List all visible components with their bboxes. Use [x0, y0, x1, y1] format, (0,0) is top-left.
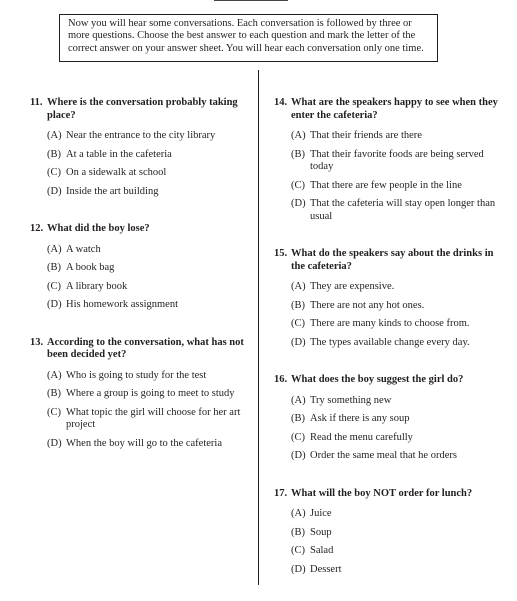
- answer-option[interactable]: [47, 407, 256, 432]
- option-letter: (D): [47, 185, 62, 197]
- option-text: Near the entrance to the city library: [66, 130, 216, 141]
- answer-option[interactable]: [291, 413, 500, 426]
- option-letter: (D): [291, 336, 306, 348]
- answer-options: [30, 244, 256, 312]
- answer-option[interactable]: [47, 186, 256, 199]
- option-text: Read the menu carefully: [310, 431, 413, 443]
- answer-option[interactable]: [291, 318, 500, 331]
- option-text: On a sidewalk at school: [66, 167, 167, 178]
- question-number: 12.: [30, 223, 44, 234]
- question-stem: [274, 97, 500, 122]
- answer-option[interactable]: [47, 149, 256, 162]
- answer-option[interactable]: [291, 281, 500, 294]
- option-text: They are expensive.: [310, 281, 395, 292]
- answer-options: [30, 370, 256, 451]
- option-text: There are many kinds to choose from.: [310, 318, 470, 329]
- option-text: When the boy will go to the cafeteria: [66, 437, 222, 449]
- option-letter: (A): [47, 243, 62, 255]
- option-text: A book bag: [66, 262, 115, 273]
- question-text: Where is the conversation probably taking place?: [47, 97, 238, 121]
- option-text: Inside the art building: [66, 185, 159, 197]
- answer-option[interactable]: [291, 337, 500, 350]
- answer-option[interactable]: [47, 130, 256, 143]
- question-number: 11.: [30, 97, 43, 108]
- option-text: There are not any hot ones.: [310, 299, 425, 311]
- question-stem: [274, 488, 500, 501]
- option-letter: (D): [47, 437, 62, 449]
- question-number: 13.: [30, 336, 44, 348]
- option-text: What topic the girl will choose for her art project: [66, 406, 241, 430]
- answer-option[interactable]: [291, 527, 500, 540]
- question-number: 14.: [274, 97, 288, 108]
- option-letter: (B): [47, 262, 61, 273]
- option-letter: (B): [291, 148, 305, 160]
- option-text: Salad: [310, 545, 334, 556]
- answer-option[interactable]: [291, 395, 500, 408]
- question-14: [274, 97, 500, 223]
- question-15: [274, 248, 500, 349]
- question-11: [30, 97, 256, 198]
- option-letter: (A): [47, 369, 62, 381]
- right-column: [274, 97, 500, 601]
- question-number: 16.: [274, 374, 288, 385]
- option-text: His homework assignment: [66, 299, 178, 310]
- answer-option[interactable]: [291, 198, 500, 223]
- question-stem: [274, 374, 500, 387]
- answer-options: [274, 395, 500, 463]
- option-text: That their friends are there: [310, 130, 422, 141]
- option-text: Who is going to study for the test: [66, 369, 207, 381]
- option-text: A watch: [66, 243, 101, 255]
- question-stem: [30, 337, 256, 362]
- option-text: That their favorite foods are being served today: [310, 148, 484, 172]
- question-stem: [30, 97, 256, 122]
- answer-option[interactable]: [47, 388, 256, 401]
- answer-option[interactable]: [291, 508, 500, 521]
- answer-options: [274, 508, 500, 576]
- answer-options: [274, 281, 500, 349]
- question-number: 17.: [274, 487, 288, 499]
- question-13: [30, 337, 256, 451]
- answer-option[interactable]: [47, 299, 256, 312]
- option-letter: (A): [291, 281, 306, 292]
- option-letter: (B): [291, 526, 305, 538]
- option-letter: (C): [291, 431, 305, 443]
- option-letter: (A): [47, 130, 62, 141]
- column-divider: [258, 70, 259, 585]
- answer-option[interactable]: [47, 281, 256, 294]
- question-text: What did the boy lose?: [47, 223, 150, 234]
- question-stem: [274, 248, 500, 273]
- option-letter: (D): [47, 299, 62, 310]
- answer-option[interactable]: [47, 438, 256, 451]
- question-12: [30, 223, 256, 312]
- question-text: According to the conversation, what has not been decided yet?: [47, 336, 244, 360]
- option-letter: (D): [291, 563, 306, 575]
- answer-option[interactable]: [291, 545, 500, 558]
- question-text: What do the speakers say about the drinks in the cafeteria?: [291, 248, 494, 272]
- answer-option[interactable]: [291, 450, 500, 463]
- option-letter: (C): [291, 318, 305, 329]
- left-column: [30, 97, 256, 475]
- answer-option[interactable]: [291, 130, 500, 143]
- option-text: Ask if there is any soup: [310, 413, 410, 424]
- answer-option[interactable]: [47, 370, 256, 383]
- question-number: 15.: [274, 248, 288, 259]
- answer-option[interactable]: [291, 180, 500, 193]
- option-text: That the cafeteria will stay open longer than usual: [310, 198, 496, 222]
- option-text: Try something new: [310, 394, 392, 406]
- question-text: What are the speakers happy to see when they enter the cafeteria?: [291, 97, 498, 121]
- option-letter: (A): [291, 130, 306, 141]
- question-16: [274, 374, 500, 463]
- option-letter: (C): [291, 179, 305, 191]
- option-text: That there are few people in the line: [310, 179, 462, 191]
- answer-options: [30, 130, 256, 198]
- answer-option[interactable]: [291, 564, 500, 577]
- option-text: Where a group is going to meet to study: [66, 388, 235, 399]
- option-letter: (A): [291, 508, 306, 519]
- option-letter: (B): [291, 413, 305, 424]
- option-text: Order the same meal that he orders: [310, 450, 457, 461]
- question-stem: [30, 223, 256, 236]
- option-letter: (B): [47, 148, 61, 160]
- option-letter: (D): [291, 198, 306, 209]
- instructions-text: Now you will hear some conversations. Each conversation is followed by three or more questions. Choose the best answer to each question and mark the letter of the correct answer on your answer sheet. You will hear each conversation only one time.: [68, 18, 424, 54]
- option-letter: (D): [291, 450, 306, 461]
- option-letter: (B): [47, 388, 61, 399]
- answer-option[interactable]: [47, 167, 256, 180]
- instructions-box: [59, 14, 438, 62]
- option-letter: (B): [291, 299, 305, 311]
- option-text: At a table in the cafeteria: [66, 148, 172, 160]
- option-text: Juice: [310, 508, 332, 519]
- answer-option[interactable]: [291, 149, 500, 174]
- question-text: What will the boy NOT order for lunch?: [291, 487, 473, 499]
- option-text: The types available change every day.: [310, 336, 470, 348]
- option-letter: (C): [47, 406, 61, 418]
- option-letter: (C): [291, 545, 305, 556]
- answer-options: [274, 130, 500, 223]
- answer-option[interactable]: [291, 432, 500, 445]
- option-text: A library book: [66, 280, 128, 292]
- answer-option[interactable]: [47, 262, 256, 275]
- answer-option[interactable]: [47, 244, 256, 257]
- option-text: Dessert: [310, 563, 342, 575]
- option-letter: (C): [47, 280, 61, 292]
- answer-option[interactable]: [291, 300, 500, 313]
- question-17: [274, 488, 500, 577]
- top-rule: [214, 0, 288, 1]
- question-text: What does the boy suggest the girl do?: [291, 374, 464, 385]
- option-letter: (A): [291, 394, 306, 406]
- option-letter: (C): [47, 167, 61, 178]
- option-text: Soup: [310, 526, 332, 538]
